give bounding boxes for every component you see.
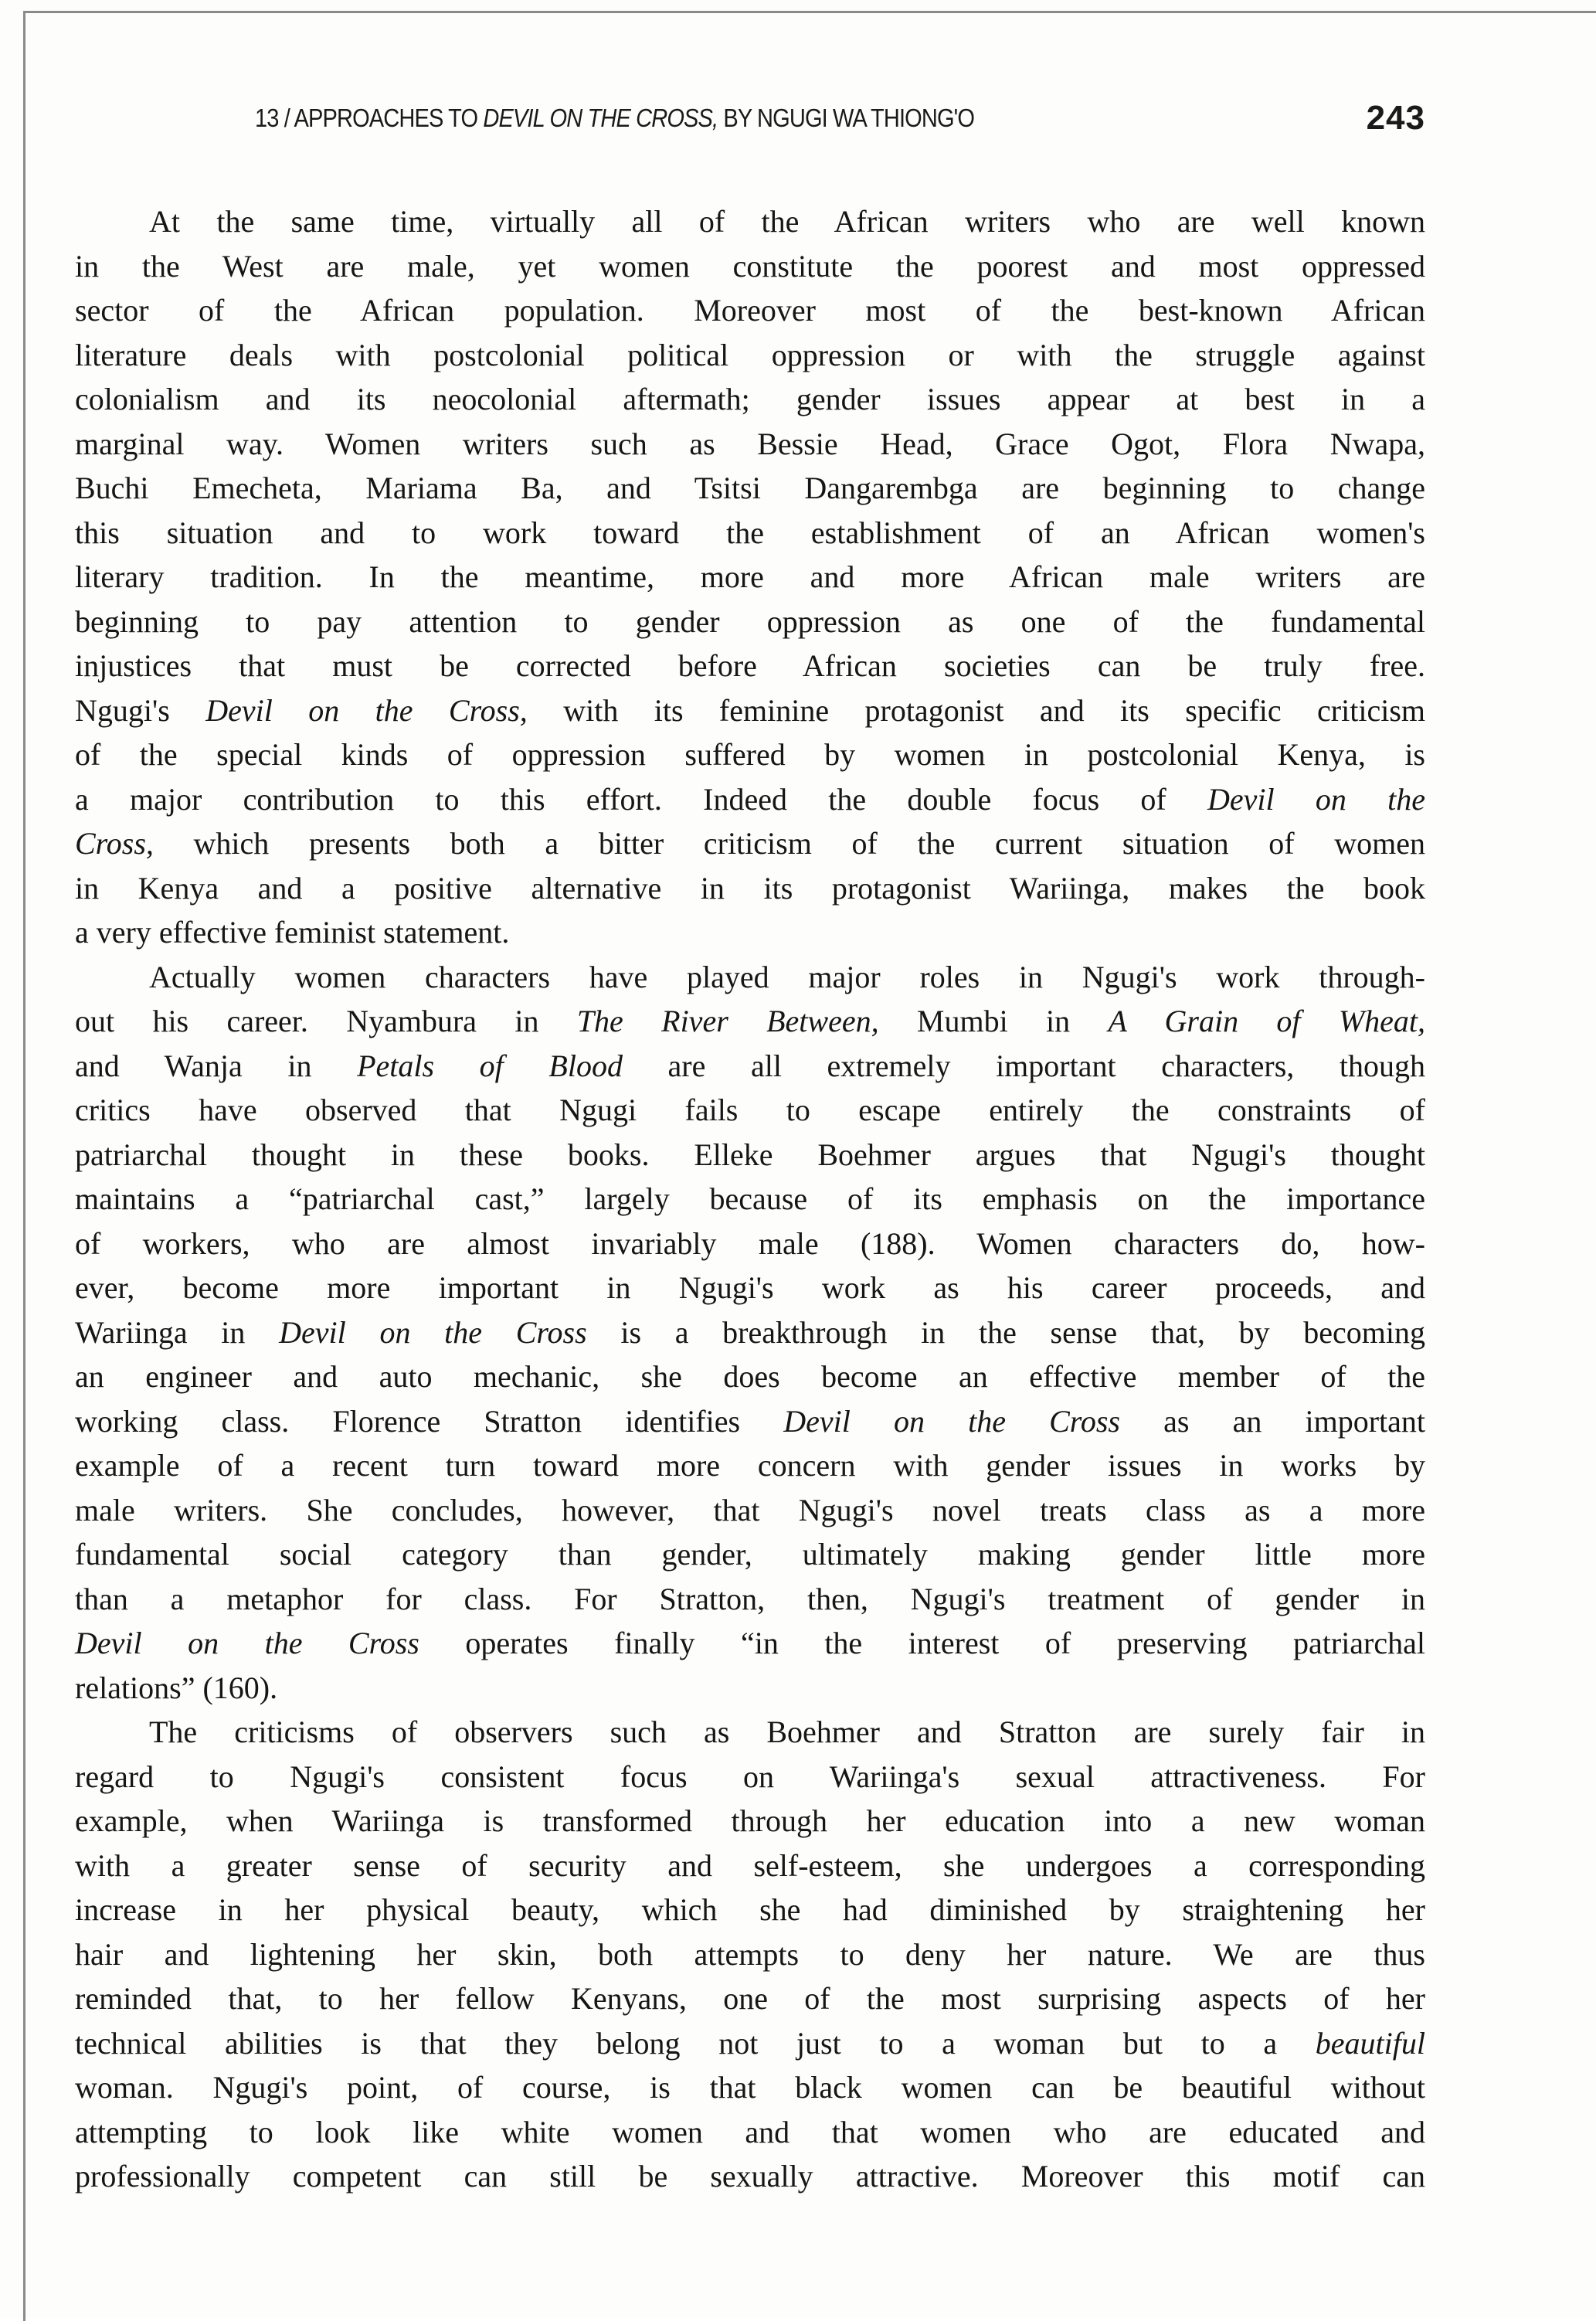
text-line: [75, 955, 1425, 1000]
italic-title: Cross,: [75, 826, 154, 861]
paragraph: [75, 1710, 1425, 2199]
italic-title: The River Between,: [576, 1004, 879, 1038]
text-line: [75, 244, 1425, 289]
text-line: [75, 1222, 1425, 1266]
text-run: and Wanja in: [75, 1048, 358, 1083]
text-line: [75, 777, 1425, 822]
text-run: fundamental social category than gender, ultimately making gender little more: [75, 1537, 1425, 1572]
text-run: Ngugi's: [75, 692, 206, 728]
text-run: injustices that must be corrected before African societies can be truly free.: [75, 648, 1425, 683]
text-line: [75, 732, 1425, 777]
text-line: [75, 377, 1425, 422]
text-run: a very effective feminist statement.: [75, 915, 510, 950]
text-line: [75, 511, 1425, 556]
text-line: [75, 2021, 1425, 2066]
text-run: patriarchal thought in these books. Elleke Boehmer argues that Ngugi's thought: [75, 1137, 1425, 1172]
text-run: example, when Wariinga is transformed through her education into a new woman: [75, 1803, 1425, 1838]
text-run: attempting to look like white women and that women who are educated and: [75, 2114, 1425, 2149]
text-run: The criticisms of observers such as Boehmer and Stratton are surely fair in: [149, 1714, 1425, 1749]
book-title: DEVIL ON THE CROSS,: [483, 104, 718, 132]
text-line: [75, 2065, 1425, 2110]
text-run: in the West are male, yet women constitute the poorest and most oppressed: [75, 248, 1425, 284]
text-run: literature deals with postcolonial political oppression or with the struggle against: [75, 337, 1425, 372]
title-prefix: APPROACHES TO: [294, 104, 484, 132]
text-run: Mumbi in: [878, 1004, 1109, 1038]
text-line: [75, 1844, 1425, 1888]
running-head-title: [255, 104, 974, 133]
title-suffix: BY NGUGI WA THIONG'O: [718, 104, 975, 132]
text-line: [75, 1266, 1425, 1310]
text-run: out his career. Nyambura in: [75, 1004, 577, 1038]
text-line: [75, 1755, 1425, 1799]
text-line: [75, 866, 1425, 911]
text-line: [75, 1088, 1425, 1133]
text-run: operates finally “in the interest of preserving patriarchal: [419, 1626, 1425, 1660]
text-line: [75, 1310, 1425, 1355]
text-run: of workers, who are almost invariably male (188). Women characters do, how-: [75, 1225, 1425, 1261]
text-line: [75, 555, 1425, 600]
text-run: regard to Ngugi's consistent focus on Wariinga's sexual attractiveness. For: [75, 1759, 1425, 1794]
running-head: [255, 99, 1425, 138]
text-line: [75, 466, 1425, 511]
text-run: At the same time, virtually all of the African writers who are well known: [149, 204, 1425, 239]
italic-title: Devil on the Cross: [279, 1314, 587, 1350]
text-line: [75, 999, 1425, 1044]
text-run: marginal way. Women writers such as Bessie Head, Grace Ogot, Flora Nwapa,: [75, 426, 1425, 461]
text-line: [75, 1621, 1425, 1666]
italic-title: Devil on the: [1207, 781, 1425, 817]
italic-title: Petals of Blood: [357, 1048, 623, 1083]
text-run: Wariinga in: [75, 1314, 280, 1350]
text-run: which presents both a bitter criticism of the current situation of women: [153, 826, 1425, 861]
text-line: [75, 1799, 1425, 1844]
text-line: [75, 1133, 1425, 1177]
italic-title: Devil on the Cross: [75, 1626, 419, 1660]
text-run: Buchi Emecheta, Mariama Ba, and Tsitsi Dangarembga are beginning to change: [75, 471, 1425, 505]
text-run: technical abilities is that they belong not just to a woman but to a: [75, 2025, 1316, 2061]
text-run: with its feminine protagonist and its specific criticism: [527, 692, 1425, 728]
text-line: [75, 1399, 1425, 1444]
text-run: Actually women characters have played major roles in Ngugi's work through-: [149, 959, 1425, 994]
text-line: [75, 199, 1425, 244]
text-line: [75, 688, 1425, 733]
text-line: [75, 600, 1425, 644]
text-line: [75, 1177, 1425, 1222]
italic-title: beautiful: [1315, 2025, 1425, 2061]
text-run: than a metaphor for class. For Stratton, then, Ngugi's treatment of gender in: [75, 1581, 1425, 1616]
text-run: a major contribution to this effort. Indeed the double focus of: [75, 781, 1207, 817]
text-line: [75, 1354, 1425, 1399]
text-line: [75, 1443, 1425, 1488]
text-line: [75, 288, 1425, 333]
separator: /: [284, 104, 290, 132]
text-run: working class. Florence Stratton identifies: [75, 1403, 784, 1439]
text-line: [75, 1532, 1425, 1577]
chapter-number: 13: [255, 104, 279, 132]
text-line: [75, 422, 1425, 467]
text-run: literary tradition. In the meantime, more and more African male writers are: [75, 559, 1425, 594]
text-line: [75, 1577, 1425, 1622]
text-line: [75, 1932, 1425, 1977]
text-run: professionally competent can still be sexually attractive. Moreover this motif can: [75, 2159, 1425, 2194]
text-run: is a breakthrough in the sense that, by becoming: [586, 1314, 1426, 1350]
italic-title: Devil on the Cross,: [205, 692, 528, 728]
italic-title: Devil on the Cross: [783, 1403, 1120, 1439]
text-run: with a greater sense of security and self-esteem, she undergoes a corresponding: [75, 1847, 1425, 1883]
text-run: increase in her physical beauty, which she had diminished by straightening her: [75, 1892, 1425, 1927]
text-run: in Kenya and a positive alternative in its protagonist Wariinga, makes the book: [75, 870, 1425, 906]
page-number: 243: [1366, 99, 1425, 137]
text-line: [75, 2110, 1425, 2155]
text-run: ever, become more important in Ngugi's work as his career proceeds, and: [75, 1270, 1425, 1305]
text-line: [75, 1976, 1425, 2021]
text-run: hair and lightening her skin, both attempts to deny her nature. We are thus: [75, 1936, 1425, 1972]
text-line: [75, 1666, 1425, 1711]
text-run: maintains a “patriarchal cast,” largely because of its emphasis on the importance: [75, 1181, 1425, 1216]
text-line: [75, 1888, 1425, 1932]
paragraph: [75, 199, 1425, 955]
text-line: [75, 910, 1425, 955]
text-run: male writers. She concludes, however, that Ngugi's novel treats class as a more: [75, 1492, 1425, 1528]
text-run: as an important: [1120, 1403, 1426, 1439]
text-run: critics have observed that Ngugi fails to escape entirely the constraints of: [75, 1093, 1425, 1127]
text-run: relations” (160).: [75, 1670, 278, 1705]
text-run: this situation and to work toward the establishment of an African women's: [75, 515, 1425, 550]
text-run: sector of the African population. Moreover most of the best-known African: [75, 293, 1425, 328]
body-text: [75, 199, 1425, 2199]
text-run: colonialism and its neocolonial aftermath; gender issues appear at best in a: [75, 382, 1425, 416]
text-run: an engineer and auto mechanic, she does become an effective member of the: [75, 1359, 1425, 1394]
text-line: [75, 1488, 1425, 1533]
text-line: [75, 1044, 1425, 1089]
paragraph: [75, 955, 1425, 1711]
text-line: [75, 644, 1425, 688]
text-line: [75, 333, 1425, 378]
text-line: [75, 2154, 1425, 2199]
text-run: of the special kinds of oppression suffered by women in postcolonial Kenya, is: [75, 737, 1425, 772]
text-line: [75, 821, 1425, 866]
text-run: beginning to pay attention to gender oppression as one of the fundamental: [75, 603, 1425, 639]
text-line: [75, 1710, 1425, 1755]
text-run: example of a recent turn toward more concern with gender issues in works by: [75, 1448, 1425, 1483]
text-run: woman. Ngugi's point, of course, is that black women can be beautiful without: [75, 2070, 1425, 2105]
text-run: are all extremely important characters, though: [622, 1048, 1425, 1083]
text-run: reminded that, to her fellow Kenyans, one of the most surprising aspects of her: [75, 1981, 1425, 2016]
italic-title: A Grain of Wheat,: [1108, 1004, 1426, 1038]
